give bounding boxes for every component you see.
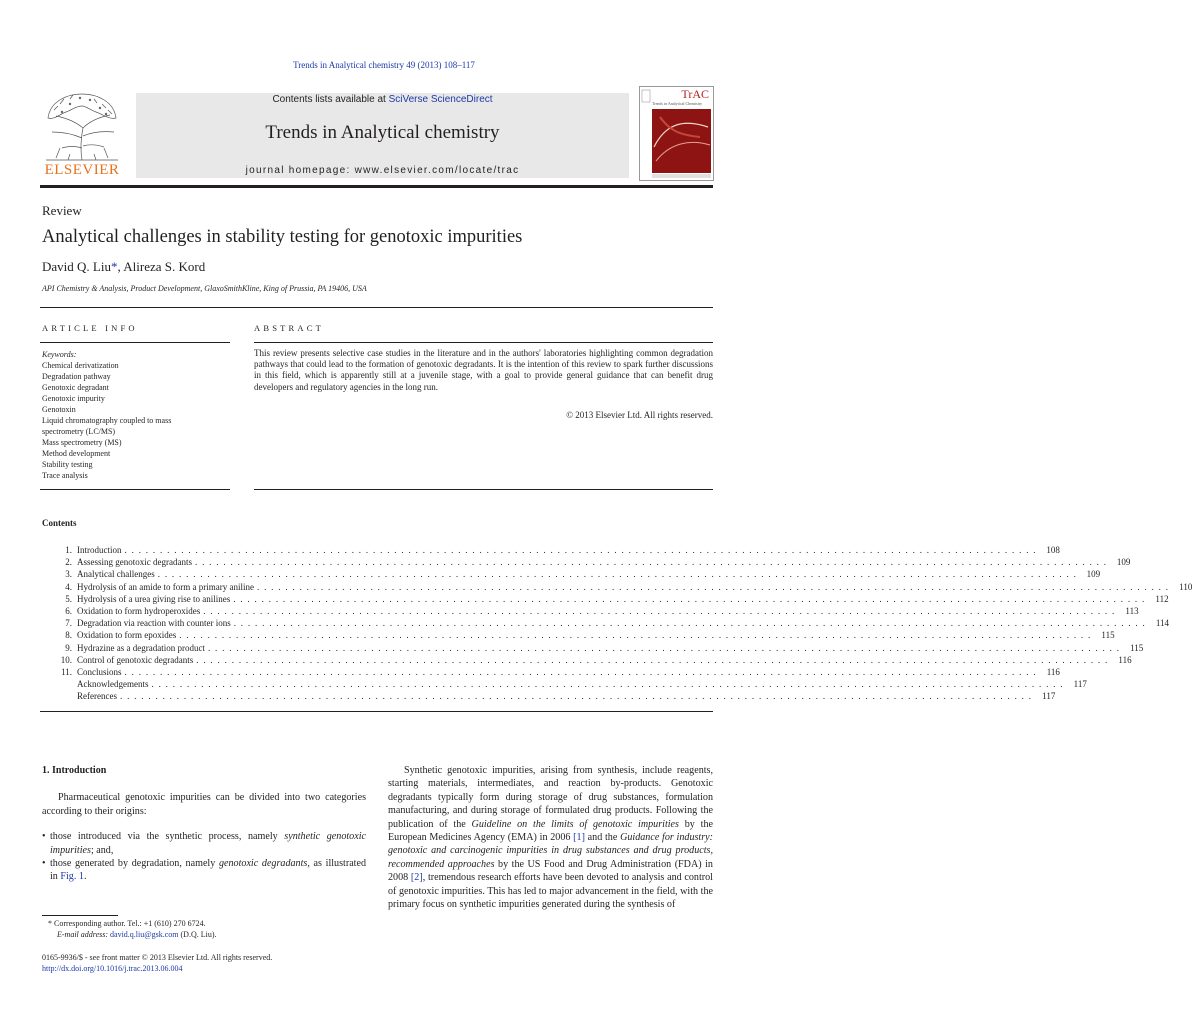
toc-title: Hydrolysis of a urea giving rise to anilines (77, 593, 231, 604)
toc-title: Oxidation to form hydroperoxides (77, 605, 201, 616)
issn-line: 0165-9936/$ - see front matter © 2013 Elsevier Ltd. All rights reserved. (42, 953, 273, 962)
journal-cover-thumbnail[interactable] (639, 86, 714, 181)
footnote (42, 918, 362, 940)
homepage-prefix: journal homepage: (245, 165, 355, 176)
toc-page: 108 (1046, 545, 1060, 555)
toc-leader: . . . . . . . . . . . . . . . . . . . . . . . . . . . . . . . . . . . . . . . . . . . . . . . . . . . . . . . . . . . . . . . . . . . . . . . . . . . . . . . . . . . . . . . . . . . . . . . . . . . . . . . . . . . . . . . . . . . . . . . . . . . . . . . . . (233, 593, 1146, 604)
toc-leader: . . . . . . . . . . . . . . . . . . . . . . . . . . . . . . . . . . . . . . . . . . . . . . . . . . . . . . . . . . . . . . . . . . . . . . . . . . . . . . . . . . . . . . . . . . . . . . . . . . . . . . . . . . . . . . . . . . . . . . . . . . . . . . . . . (256, 581, 1170, 592)
toc-leader: . . . . . . . . . . . . . . . . . . . . . . . . . . . . . . . . . . . . . . . . . . . . . . . . . . . . . . . . . . . . . . . . . . . . . . . . . . . . . . . . . . . . . . . . . . . . . . . . . . . . . . . . . . . . . . . . . . . . . . . . . . . . . . . . . (233, 618, 1147, 629)
toc-title: Conclusions (77, 666, 122, 677)
toc-number: 5. (65, 593, 72, 604)
toc-entry[interactable] (42, 593, 1169, 605)
masthead (136, 93, 629, 178)
reference-link[interactable]: [1] (573, 832, 585, 844)
footnote-text: Corresponding author. Tel.: +1 (610) 270 6724. (52, 919, 206, 928)
toc-leader: . . . . . . . . . . . . . . . . . . . . . . . . . . . . . . . . . . . . . . . . . . . . . . . . . . . . . . . . . . . . . . . . . . . . . . . . . . . . . . . . . . . . . . . . . . . . . . . . . . . . . . . . . . . . . . . . . . . . . . . . . . . . . . . . . (196, 654, 1109, 665)
list-item (42, 857, 366, 884)
toc-title: Assessing genotoxic degradants (77, 557, 192, 568)
keywords-label: Keywords: (42, 350, 77, 359)
front-matter (42, 952, 272, 974)
toc-number: 7. (65, 618, 72, 629)
author-name[interactable]: David Q. Liu (42, 259, 111, 274)
contents-available-prefix: Contents lists available at (272, 94, 389, 105)
footnote-line (42, 918, 362, 929)
toc-page: 109 (1116, 557, 1131, 568)
section-heading: 1. Introduction (42, 765, 107, 776)
toc-leader: . . . . . . . . . . . . . . . . . . . . . . . . . . . . . . . . . . . . . . . . . . . . . . . . . . . . . . . . . . . . . . . . . . . . . . . . . . . . . . . . . . . . . . . . . . . . . . . . . . . . . . . . . . . . . . . . . . . . . . . . . . . . . . . . . (194, 557, 1108, 568)
keywords-list (42, 349, 232, 481)
toc-entry[interactable] (42, 581, 1192, 593)
journal-citation[interactable]: Trends in Analytical chemistry 49 (2013) 108–117 (293, 60, 475, 70)
toc-entry[interactable] (42, 605, 1139, 617)
abstract-heading: ABSTRACT (254, 323, 324, 333)
toc-number: 10. (60, 654, 72, 665)
figure-link[interactable]: Fig. 1 (60, 871, 84, 883)
author-separator: , (117, 259, 124, 274)
toc-entry[interactable] (42, 666, 1060, 678)
bullet-text: . (83, 871, 87, 883)
toc-title: Acknowledgements (77, 679, 149, 690)
email-link[interactable]: david.q.liu@gsk.com (110, 930, 179, 939)
contents-heading: Contents (42, 518, 77, 528)
reference-link[interactable]: [2] (410, 872, 423, 884)
keyword: spectrometry (LC/MS) (42, 427, 116, 436)
toc-number (42, 690, 72, 702)
toc-entry[interactable] (42, 642, 1144, 654)
body-paragraph (388, 764, 713, 911)
toc-title: Degradation via reaction with counter ions (77, 618, 231, 629)
footnote-line (42, 929, 362, 940)
bullet-emphasis: genotoxic degradants (218, 858, 308, 870)
bullet-text: those generated by degradation, namely (50, 858, 219, 870)
toc-page: 113 (1125, 605, 1139, 616)
toc-number: 9. (65, 642, 72, 653)
toc-title: References (77, 691, 117, 702)
bullet-text: those introduced via the synthetic process, namely (50, 831, 285, 843)
toc-entry[interactable] (42, 617, 1170, 629)
toc-entry[interactable] (42, 678, 1087, 690)
toc-number: 2. (65, 557, 72, 568)
body-text: by the US Food and Drug Administration (FDA) in 2008 (388, 858, 713, 884)
toc-number: 8. (65, 630, 72, 641)
divider (40, 489, 230, 490)
toc-leader: . . . . . . . . . . . . . . . . . . . . . . . . . . . . . . . . . . . . . . . . . . . . . . . . . . . . . . . . . . . . . . . . . . . . . . . . . . . . . . . . . . . . . . . . . . . . . . . . . . . . . . . . . . . . . . . . . . . . . . . . . . . . . . . . . (119, 691, 1033, 702)
toc-page: 109 (1086, 569, 1101, 580)
toc-page: 117 (1042, 691, 1056, 702)
body-emphasis: Guideline on the limits of genotoxic impurities (471, 818, 679, 830)
toc-number: 1. (65, 545, 72, 555)
elsevier-tree-icon (40, 88, 124, 162)
toc-leader: . . . . . . . . . . . . . . . . . . . . . . . . . . . . . . . . . . . . . . . . . . . . . . . . . . . . . . . . . . . . . . . . . . . . . . . . . . . . . . . . . . . . . . . . . . . . . . . . . . . . . . . . . . . . . . . . . . . . . . . . . . . . . . . . . (124, 666, 1037, 677)
toc-page: 112 (1155, 593, 1169, 604)
toc-page: 116 (1046, 666, 1060, 677)
toc-page: 110 (1179, 581, 1192, 592)
toc-number: 11. (61, 666, 72, 677)
toc-page: 115 (1101, 630, 1115, 641)
toc-entry[interactable] (42, 556, 1131, 568)
toc-number (42, 678, 72, 690)
toc-number: 4. (65, 581, 72, 592)
body-text: by the European Medicines Agency (EMA) in 2006 (388, 818, 713, 844)
body-text: and the (584, 832, 621, 844)
email-label: E-mail address: (57, 930, 111, 939)
bullet-emphasis: synthetic genotoxic impurities (50, 831, 366, 856)
toc-title: Analytical challenges (77, 569, 155, 580)
toc-leader: . . . . . . . . . . . . . . . . . . . . . . . . . . . . . . . . . . . . . . . . . . . . . . . . . . . . . . . . . . . . . . . . . . . . . . . . . . . . . . . . . . . . . . . . . . . . . . . . . . . . . . . . . . . . . . . . . . . . . . . . . . . . . . . . . (203, 605, 1116, 616)
author-list (42, 259, 205, 275)
toc-entry[interactable] (42, 629, 1115, 641)
keyword: Chemical derivatization (42, 361, 119, 370)
masthead-rule (40, 185, 713, 188)
toc-entry[interactable] (42, 568, 1101, 580)
bullet-text: , as illustrated in (50, 858, 367, 883)
toc-title: Oxidation to form epoxides (77, 630, 177, 641)
toc-entry[interactable] (42, 690, 1056, 702)
article-type: Review (42, 203, 82, 218)
body-emphasis: Guidance for industry: genotoxic and carcinogenic impurities in drug substances and drug products, recommended approaches (388, 832, 714, 870)
footnote-text: (D.Q. Liu). (178, 930, 217, 939)
toc-leader: . . . . . . . . . . . . . . . . . . . . . . . . . . . . . . . . . . . . . . . . . . . . . . . . . . . . . . . . . . . . . . . . . . . . . . . . . . . . . . . . . . . . . . . . . . . . . . . . . . . . . . . . . . . . . . . . . . . . . . . . . . . . . . . . . (124, 545, 1037, 555)
keyword: Genotoxin (42, 405, 76, 414)
keyword: Liquid chromatography coupled to mass (42, 416, 172, 425)
abstract-copyright: © 2013 Elsevier Ltd. All rights reserved. (566, 410, 713, 420)
toc-page: 115 (1130, 642, 1144, 653)
keyword: Stability testing (42, 460, 93, 469)
author-name[interactable]: Alireza S. Kord (123, 259, 206, 274)
keyword: Genotoxic degradant (42, 383, 109, 392)
list-item (42, 830, 366, 857)
elsevier-wordmark: ELSEVIER (44, 162, 120, 178)
affiliation: API Chemistry & Analysis, Product Development, GlaxoSmithKline, King of Prussia, PA 19406, USA (42, 284, 367, 293)
doi-link[interactable]: http://dx.doi.org/10.1016/j.trac.2013.06.004 (42, 964, 183, 973)
toc-title: Hydrazine as a degradation product (77, 642, 205, 653)
corresponding-author-mark[interactable]: * (110, 259, 118, 274)
divider (254, 489, 713, 490)
cover-logo: TrAC (681, 87, 709, 101)
contents-available-line (136, 94, 629, 105)
toc-leader: . . . . . . . . . . . . . . . . . . . . . . . . . . . . . . . . . . . . . . . . . . . . . . . . . . . . . . . . . . . . . . . . . . . . . . . . . . . . . . . . . . . . . . . . . . . . . . . . . . . . . . . . . . . . . . . . . . . . . . . . . . . . . . . . . (151, 679, 1064, 690)
keyword: Mass spectrometry (MS) (42, 438, 122, 447)
homepage-link[interactable]: www.elsevier.com/locate/trac (354, 165, 520, 176)
elsevier-logo (40, 88, 124, 180)
keyword: Degradation pathway (42, 372, 111, 381)
cover-subtitle: Trends in Analytical Chemistry (652, 101, 703, 106)
abstract-text: This review presents selective case studies in the literature and in the authors' laboratories highlighting common degradation pathways that could lead to the formation of genotoxic degradants. It is the intention of this review to spark further discussions in this field, which is apparently still at a juvenile stage, with a goal to provide general guidance that can benefit drug developers and regulatory agencies in the long run. (254, 348, 713, 392)
divider (40, 307, 713, 308)
cover-artwork-icon (640, 87, 713, 180)
toc-leader: . . . . . . . . . . . . . . . . . . . . . . . . . . . . . . . . . . . . . . . . . . . . . . . . . . . . . . . . . . . . . . . . . . . . . . . . . . . . . . . . . . . . . . . . . . . . . . . . . . . . . . . . . . . . . . . . . . . . . . . . . . . . . . . . . . (157, 569, 1078, 580)
article-title: Analytical challenges in stability testing for genotoxic impurities (42, 227, 523, 247)
divider (40, 711, 713, 712)
body-column-right (388, 764, 713, 911)
toc-title: Hydrolysis of an amide to form a primary aniline (77, 581, 254, 592)
sciencedirect-link[interactable]: SciVerse ScienceDirect (388, 94, 493, 105)
journal-title: Trends in Analytical chemistry (265, 122, 500, 143)
body-column-left (42, 764, 366, 884)
toc-entry[interactable] (42, 654, 1132, 666)
divider (254, 342, 713, 343)
toc-title: Control of genotoxic degradants (77, 654, 194, 665)
toc-leader: . . . . . . . . . . . . . . . . . . . . . . . . . . . . . . . . . . . . . . . . . . . . . . . . . . . . . . . . . . . . . . . . . . . . . . . . . . . . . . . . . . . . . . . . . . . . . . . . . . . . . . . . . . . . . . . . . . . . . . . . . . . . . . . . . (179, 630, 1092, 641)
keyword: Genotoxic impurity (42, 394, 105, 403)
toc-entry[interactable] (42, 544, 1060, 556)
intro-paragraph: Pharmaceutical genotoxic impurities can be divided into two categories according to their origins: (42, 792, 366, 817)
table-of-contents (42, 544, 1192, 702)
toc-title: Introduction (77, 545, 122, 555)
toc-page: 116 (1118, 654, 1132, 665)
origin-list (42, 830, 366, 884)
keyword: Method development (42, 449, 111, 458)
journal-homepage (136, 165, 629, 176)
toc-page: 114 (1155, 618, 1170, 629)
toc-number: 3. (65, 569, 72, 580)
toc-page: 117 (1073, 679, 1087, 690)
keyword: Trace analysis (42, 471, 88, 480)
toc-leader: . . . . . . . . . . . . . . . . . . . . . . . . . . . . . . . . . . . . . . . . . . . . . . . . . . . . . . . . . . . . . . . . . . . . . . . . . . . . . . . . . . . . . . . . . . . . . . . . . . . . . . . . . . . . . . . . . . . . . . . . . . . . . . . . . (207, 642, 1121, 653)
footnote-rule (42, 915, 118, 916)
bullet-text: ; and, (90, 844, 114, 856)
toc-number: 6. (65, 605, 72, 616)
footnote-mark: * (48, 919, 52, 928)
body-text: , tremendous research efforts have been devoted to analysis and control of genotoxic impurities. This has led to major advancement in the field, with the primary focus on synthetic impurities generated during the synthesis of (388, 872, 713, 911)
divider (40, 342, 230, 343)
body-text: Synthetic genotoxic impurities, arising from synthesis, include reagents, starting materials, intermediates, and reaction by-products. Genotoxic degradants typically form during storage of drug substances, formulation manufacturing, and during storage of formulated drug products. Following the publication of the (388, 765, 713, 830)
article-info-heading: ARTICLE INFO (42, 323, 138, 333)
